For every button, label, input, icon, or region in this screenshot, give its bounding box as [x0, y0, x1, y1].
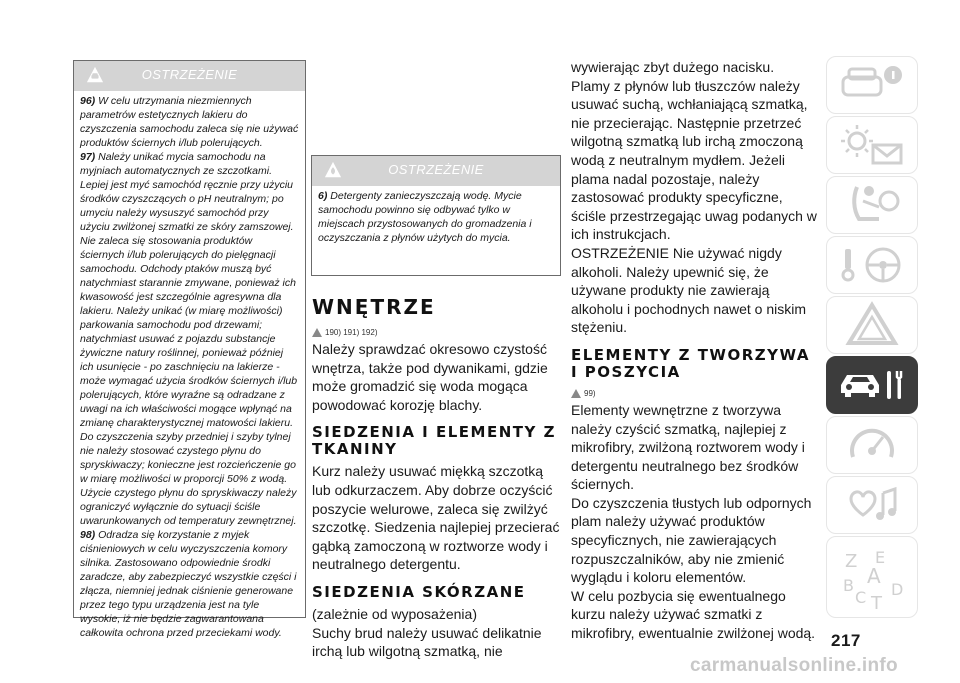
- paragraph: wywierając zbyt dużego nacisku.: [571, 59, 775, 75]
- index-letter: C: [855, 588, 867, 607]
- warning-box-2: [311, 155, 561, 276]
- index-letter: B: [843, 576, 854, 595]
- watermark: carmanualsonline.info: [690, 655, 898, 676]
- column-3-text: [571, 58, 817, 643]
- index-letter: Z: [845, 551, 858, 572]
- chapter-tab-maintenance[interactable]: [826, 356, 918, 414]
- chapter-tab-technical-data[interactable]: [826, 416, 918, 474]
- warning-header: [74, 61, 305, 91]
- section-heading-wnetrze: WNĘTRZE: [312, 295, 436, 319]
- warning-paragraph: 6) Detergenty zanieczyszczają wodę. Mycie samochodu powinno się odbywać tylko w miejscach przystosowanych do gromadzenia i oczyszczania z płynów użytych do mycia.: [318, 190, 532, 244]
- index-letter: D: [891, 580, 904, 599]
- chapter-tab-emergency[interactable]: [826, 296, 918, 354]
- index-letter: T: [871, 593, 882, 614]
- reference-numbers: 190) 191) 192): [312, 324, 562, 338]
- warning-text: [74, 91, 305, 644]
- car-info-icon: [827, 57, 917, 113]
- warning-header: [312, 156, 560, 186]
- chapter-tab-index[interactable]: [826, 536, 918, 618]
- car-tools-icon: [827, 357, 917, 413]
- warning-paragraph: 97) Należy unikać mycia samochodu na myjniach automatycznych ze szczotkami. Lepiej jest myć samochód ręcznie przy użyciu środków czyszczących o pH neutralnym; po umyciu należy wysuszyć samochód przy użyciu zwilżonej szmatki ze skóry zamszowej. Nie zaleca się stosowania produktów ściernych i/lub polerujących do pielęgnacji samochodu. Odchody ptaków muszą być natychmiast starannie zmywane, ponieważ ich kwasowość jest szczególnie agresywna dla lakieru. Należy unikać (w miarę możliwości) parkowania samochodu pod drzewami; natychmiast usuwać z pojazdu substancje żywiczne natury roślinnej, ponieważ później ich usunięcie - po zaschnięciu na lakierze - może wymagać użycia środków ściernych i/lub polerujących, które wyraźne są odradzane z uwagi na ich właściwości mogące wpłynąć na zmianę charakterystycznej matowości lakieru. Do czyszczenia szyby przedniej i szyby tylnej nie należy stosować czystego płynu do spryskiwaczy; konieczne jest rozcieńczenie go w miarę możliwości w proporcji 50% z wodą. Użycie czystego płynu do spryskiwaczy należy ograniczyć wyłącznie do sytuacji ściśle uwarunkowanych od temperatury zewnętrznej.: [80, 151, 298, 527]
- warning-box-1: [73, 60, 306, 639]
- paragraph: OSTRZEŻENIE Nie używać nigdy alkoholi. Należy upewnić się, że używane produkty nie zawierają alkoholu i pochodnych nawet o niskim stężeniu.: [571, 244, 807, 336]
- warning-triangle-icon: [827, 297, 917, 353]
- chapter-tab-safety[interactable]: [826, 176, 918, 234]
- warning-triangle-icon: [312, 328, 322, 337]
- paragraph: (zależnie od wyposażenia): [312, 605, 477, 622]
- reference-numbers: 99): [571, 385, 817, 399]
- paragraph: Do czyszczenia tłustych lub odpornych plam należy używać produktów specyficznych, nie zawierających rozpuszczalników, aby nie zmienić wyglądu i koloru elementów.: [571, 494, 812, 586]
- paragraph: Elementy wewnętrzne z tworzywa należy czyścić szmatką, najlepiej z mikrofibry, zwilżoną roztworem wody i detergentu neutralnego bez środków ściernych.: [571, 401, 805, 493]
- paragraph: W celu pozbycia się ewentualnego kurzu należy używać szmatki z mikrofibry, ewentualnie zwilżonej wodą.: [571, 587, 816, 642]
- chapter-tab-lights-messages[interactable]: [826, 116, 918, 174]
- chapter-tab-starting-driving[interactable]: [826, 236, 918, 294]
- index-letter: A: [867, 564, 881, 588]
- warning-title: OSTRZEŻENIE: [388, 162, 484, 177]
- chapter-tab-multimedia[interactable]: [826, 476, 918, 534]
- alphabet-index-icon: [827, 537, 917, 617]
- chapter-tab-dashboard[interactable]: [826, 56, 918, 114]
- paragraph: Kurz należy usuwać miękką szczotką lub odkurzaczem. Aby dobrze oczyścić poszycie welurowe, zaleca się zwilżyć szczotkę. Siedzenia najlepiej przecierać gąbką zamoczoną w roztworze wody i neutralnego detergentu.: [312, 463, 560, 573]
- media-heart-icon: [827, 477, 917, 533]
- sun-envelope-icon: [827, 117, 917, 173]
- warning-triangle-icon: [571, 389, 581, 398]
- section-heading-elementy-tworzywa: ELEMENTY Z TWORZYWA I POSZYCIA: [571, 345, 810, 381]
- warning-text: [312, 186, 560, 249]
- paragraph: Należy sprawdzać okresowo czystość wnętrza, także pod dywanikami, gdzie może gromadzić się woda mogąca powodować korozję blachy.: [312, 341, 548, 413]
- section-heading-siedzenia-skorzane: SIEDZENIA SKÓRZANE: [312, 582, 526, 601]
- warning-paragraph: 96) W celu utrzymania niezmiennych parametrów estetycznych lakieru do czyszczenia samochodu zaleca się nie używać produktów ściernych i/lub polerujących.: [80, 95, 299, 149]
- page-number: 217: [831, 631, 861, 650]
- paragraph: Suchy brud należy usuwać delikatnie irchą lub wilgotną szmatką, nie: [312, 624, 542, 660]
- warning-title: OSTRZEŻENIE: [141, 67, 238, 82]
- index-letter: E: [875, 548, 886, 567]
- section-heading-siedzenia-tkaniny: SIEDZENIA I ELEMENTY Z TKANINY: [312, 423, 556, 459]
- gauge-icon: [827, 417, 917, 473]
- column-2-text: [312, 296, 562, 661]
- steering-wheel-key-icon: [827, 237, 917, 293]
- seat-airbag-icon: [827, 177, 917, 233]
- warning-paragraph: 98) Odradza się korzystanie z myjek ciśnieniowych w celu wyczyszczenia komory silnika. Zastosowano odpowiednie środki zaradcze, aby zabezpieczyć wszystkie części i złącza, niemniej jednak ciśnienie generowane przez tego typu urządzenia jest na tyle wysokie, iż nie będzie zagwarantowana całkowita ochrona przed przeciekami wody.: [80, 529, 297, 639]
- paragraph: Plamy z płynów lub tłuszczów należy usuwać suchą, wchłaniającą szmatką, nie przecierając. Następnie przetrzeć wilgotną szmatką lub irchą zmoczoną wodą z neutralnym mydłem. Jeżeli plama nadal pozostaje, należy zastosować produkty specyficzne, ściśle przestrzegając uwag podanych w ich instrukcjach.: [571, 77, 817, 243]
